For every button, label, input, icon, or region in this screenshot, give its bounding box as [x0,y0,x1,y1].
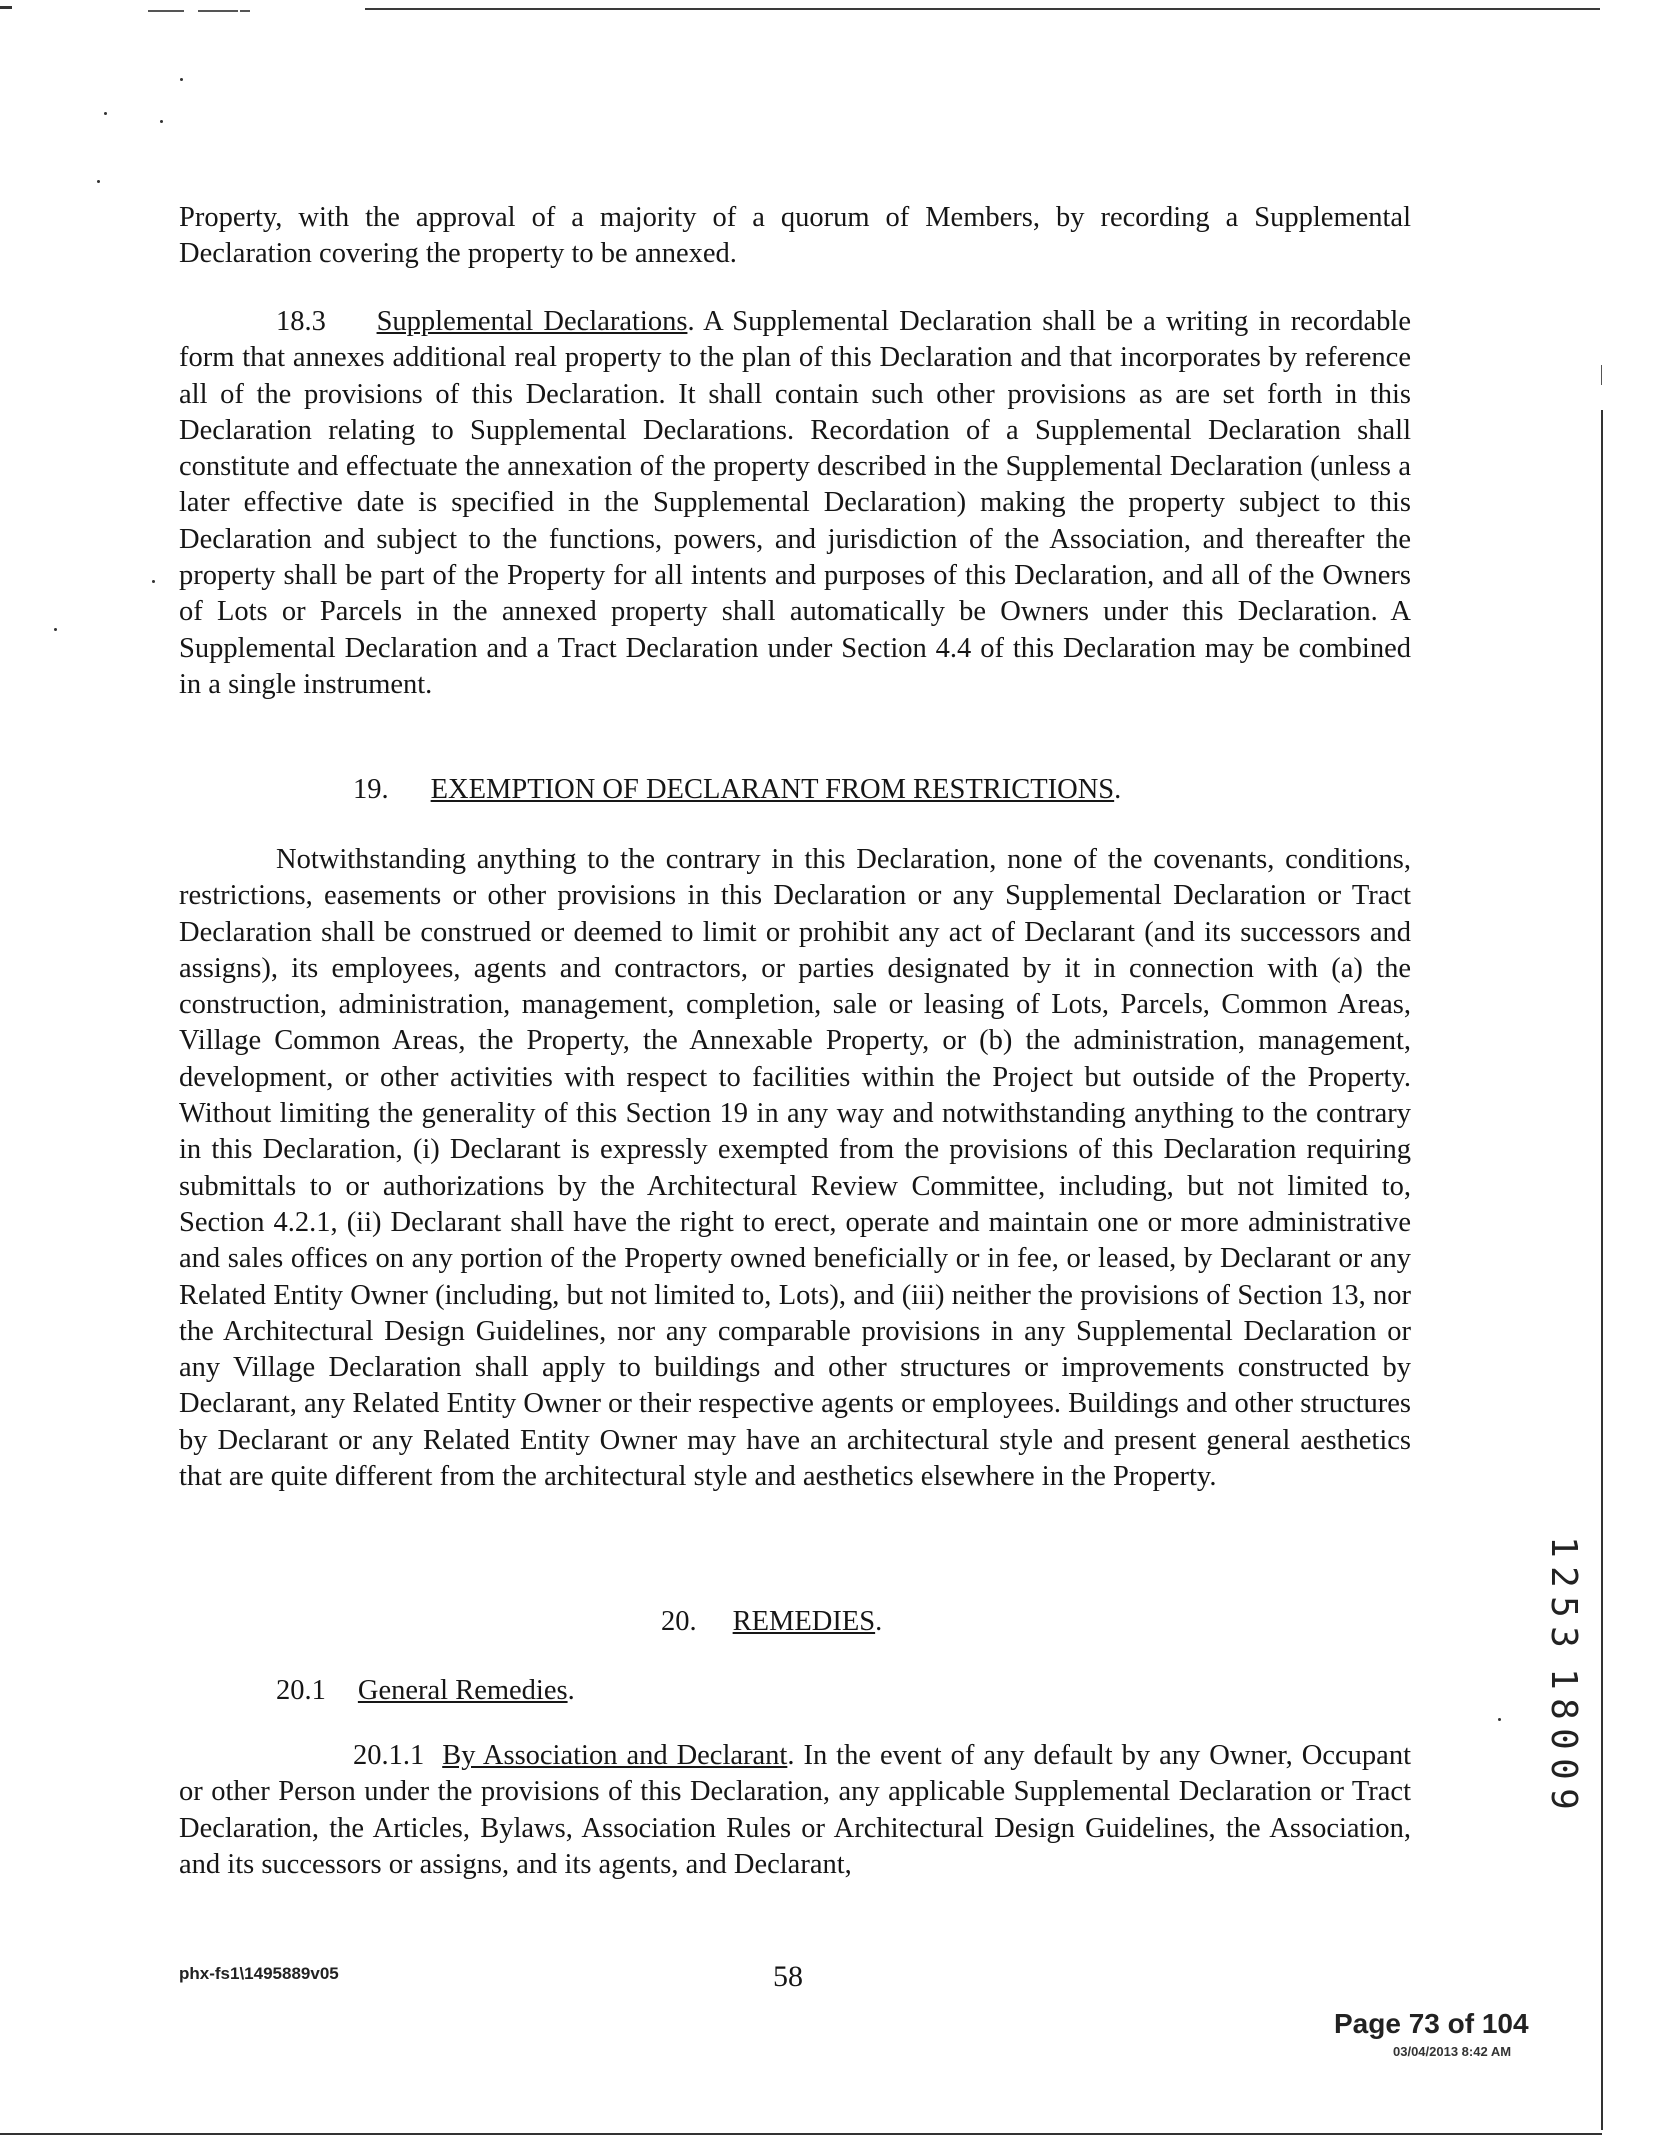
section-title: Supplemental Declarations [376,306,688,337]
section-title: REMEDIES [732,1606,876,1637]
section-title: General Remedies [357,1675,568,1706]
section-number: 20. [661,1606,697,1637]
paragraph-text: . A Supplemental Declaration shall be a writing in recordable form that annexes additional real property to the plan of this Declaration and that incorporates by reference all of the provisions of this Declaration. It shall contain such other provisions as are set forth in this Declaration relating to Supplemental Declarations. Recordation of a Supplemental Declaration shall constitute and effectuate the annexation of the property described in the Supplemental Declaration (unless a later effective date is specified in the Supplemental Declaration) making the property subject to this Declaration and subject to the functions, powers, and jurisdiction of the Association, and thereafter the property shall be part of the Property for all intents and purposes of this Declaration, and all of the Owners of Lots or Parcels in the annexed property shall automatically be Owners under this Declaration. A Supplemental Declaration and a Tract Declaration under Section 4.4 of this Declaration may be combined in a single instrument. [179,306,1411,700]
recording-number-char: 1 [1543,1668,1584,1690]
recording-number-char: 5 [1543,1596,1584,1618]
section-20-1-1 [179,1738,1411,1883]
title-period: . [1114,774,1122,805]
recording-number-char: 0 [1543,1758,1584,1780]
section-number: 20.1 [276,1675,326,1706]
scan-speck [97,180,100,183]
scan-speck [1498,1718,1501,1721]
scan-speck [152,580,155,583]
scan-dash [148,10,184,12]
title-period: . [567,1675,575,1706]
section-19-heading [179,772,1411,808]
recording-number-char: 2 [1543,1566,1584,1588]
recording-number-char: 3 [1543,1626,1584,1648]
scan-dash [240,10,250,12]
recording-number-char: 9 [1543,1788,1584,1810]
paragraph-text: Property, with the approval of a majority of a quorum of Members, by recording a Supplemental Declaration covering the property to be annexed. [179,202,1411,270]
recording-number-char: 1 [1543,1536,1584,1558]
document-id: phx-fs1\1495889v05 [179,1964,339,1983]
scan-speck [104,112,107,115]
scan-dash [198,10,238,12]
recording-number-char: 0 [1543,1728,1584,1750]
section-18-3 [179,304,1411,703]
scan-speck [160,120,163,123]
page-number: 58 [773,1960,803,1993]
title-period: . [875,1606,883,1637]
section-20-1-heading [276,1673,575,1709]
paragraph-text: Notwithstanding anything to the contrary in this Declaration, none of the covenants, conditions, restrictions, easements or other provisions in this Declaration or any Supplemental Declaration or Tract Declaration shall be construed or deemed to limit or prohibit any act of Declarant (and its successors and assigns), its employees, agents and contractors, or parties designated by it in connection with (a) the construction, administration, management, completion, sale or leasing of Lots, Parcels, Common Areas, Village Common Areas, the Property, the Annexable Property, or (b) the administration, management, development, or other activities with respect to facilities within the Project but outside of the Property. Without limiting the generality of this Section 19 in any way and notwithstanding anything to the contrary in this Declaration, (i) Declarant is expressly exempted from the provisions of this Declaration requiring submittals to or authorizations by the Architectural Review Committee, including, but not limited to, Section 4.2.1, (ii) Declarant shall have the right to erect, operate and maintain one or more administrative and sales offices on any portion of the Property owned beneficially or in fee, or leased, by Declarant or any Related Entity Owner (including, but not limited to, Lots), and (iii) neither the provisions of Section 13, nor the Architectural Design Guidelines, nor any comparable provisions in any Supplemental Declaration or any Village Declaration shall apply to buildings and other structures or improvements constructed by Declarant, any Related Entity Owner or their respective agents or employees. Buildings and other structures by Declarant or any Related Entity Owner may have an architectural style and present general aesthetics that are quite different from the architectural style and aesthetics elsewhere in the Property. [179,844,1411,1493]
section-title: By Association and Declarant [442,1740,788,1771]
section-number: 18.3 [276,306,326,337]
section-18-3-continuation [179,200,1411,273]
recording-page-count: Page 73 of 104 [1334,2008,1529,2039]
scan-speck [54,628,57,631]
section-title: EXEMPTION OF DECLARANT FROM RESTRICTIONS [430,774,1115,805]
recording-datetime: 03/04/2013 8:42 AM [1393,2044,1512,2059]
recording-number [1543,1532,1583,1814]
section-19-body [179,842,1411,1495]
scan-corner-mark [0,6,12,9]
right-border-mark [1601,365,1602,385]
section-20-heading [179,1604,1411,1640]
section-number: 20.1.1 [353,1740,425,1771]
paragraph-text: . In the event of any default by any Owner, Occupant or other Person under the provisions of this Declaration, any applicable Supplemental Declaration or Tract Declaration, the Articles, Bylaws, Association Rules or Architectural Design Guidelines, the Association, and its successors or assigns, and its agents, and Declarant, [179,1740,1411,1880]
recording-number-char: 8 [1543,1698,1584,1720]
bottom-rule [0,2133,1602,2135]
scan-speck [180,78,183,81]
top-rule [365,8,1600,10]
right-border [1601,410,1603,2130]
section-number: 19. [353,774,389,805]
